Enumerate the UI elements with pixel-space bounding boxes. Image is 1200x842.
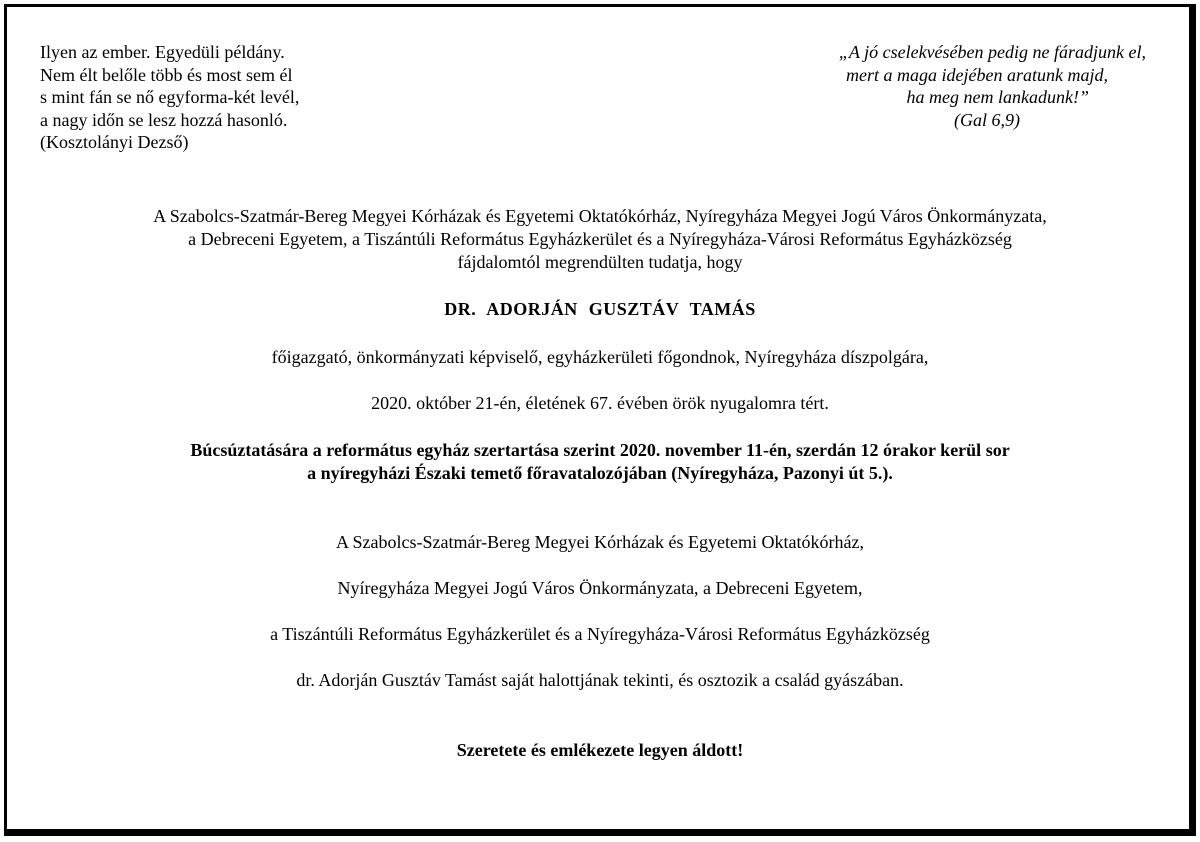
verse-line: mert a maga idejében aratunk majd, [846, 64, 1108, 85]
intro-line: a Debreceni Egyetem, a Tiszántúli Református Egyházkerület és a Nyíregyháza-Városi Református Egyházközség [188, 229, 1012, 249]
deceased-titles: főigazgató, önkormányzati képviselő, egyházkerületi főgondnok, Nyíregyháza díszpolgára, [271, 347, 929, 367]
closing-line: A Szabolcs-Szatmár-Bereg Megyei Kórházak és Egyetemi Oktatókórház, [336, 532, 864, 552]
deceased-name: DR. ADORJÁN GUSZTÁV TAMÁS [444, 299, 756, 319]
poem-line: s mint fán se nő egyforma-két levél, [40, 87, 300, 107]
poem-line: a nagy időn se lesz hozzá hasonló. [40, 109, 288, 130]
death-notice: 2020. október 21-én, életének 67. évében örök nyugalomra tért. [371, 393, 829, 413]
intro-line: A Szabolcs-Szatmár-Bereg Megyei Kórházak és Egyetemi Oktatókórház, Nyíregyháza Megyei Jogú Város Önkormányzata, [153, 206, 1047, 226]
funeral-info: Búcsúztatására a református egyház szertartása szerint 2020. november 11-én, szerdán 12 órakor kerül sor [190, 440, 1010, 460]
verse-line: „A jó cselekvésében pedig ne fáradjunk el, [838, 42, 1146, 62]
funeral-info: a nyíregyházi Északi temető főravatalozójában (Nyíregyháza, Pazonyi út 5.). [307, 463, 893, 483]
verse-reference: (Gal 6,9) [954, 109, 1020, 130]
poem-quote [40, 41, 299, 154]
bible-verse [726, 41, 1146, 131]
poem-author: (Kosztolányi Dezső) [40, 132, 189, 152]
poem-line: Ilyen az ember. Egyedüli példány. [40, 42, 285, 62]
closing-line: Nyíregyháza Megyei Jogú Város Önkormányzata, a Debreceni Egyetem, [337, 578, 863, 598]
closing-line: dr. Adorján Gusztáv Tamást saját halottjának tekinti, és osztozik a család gyászában. [296, 670, 904, 690]
closing-line: a Tiszántúli Református Egyházkerület és a Nyíregyháza-Városi Református Egyházközség [270, 624, 930, 644]
intro-line: fájdalomtól megrendülten tudatja, hogy [457, 252, 743, 272]
blessing: Szeretete és emlékezete legyen áldott! [456, 740, 744, 760]
verse-line: ha meg nem lankadunk!” [906, 87, 1089, 107]
poem-line: Nem élt belőle több és most sem él [40, 64, 293, 85]
